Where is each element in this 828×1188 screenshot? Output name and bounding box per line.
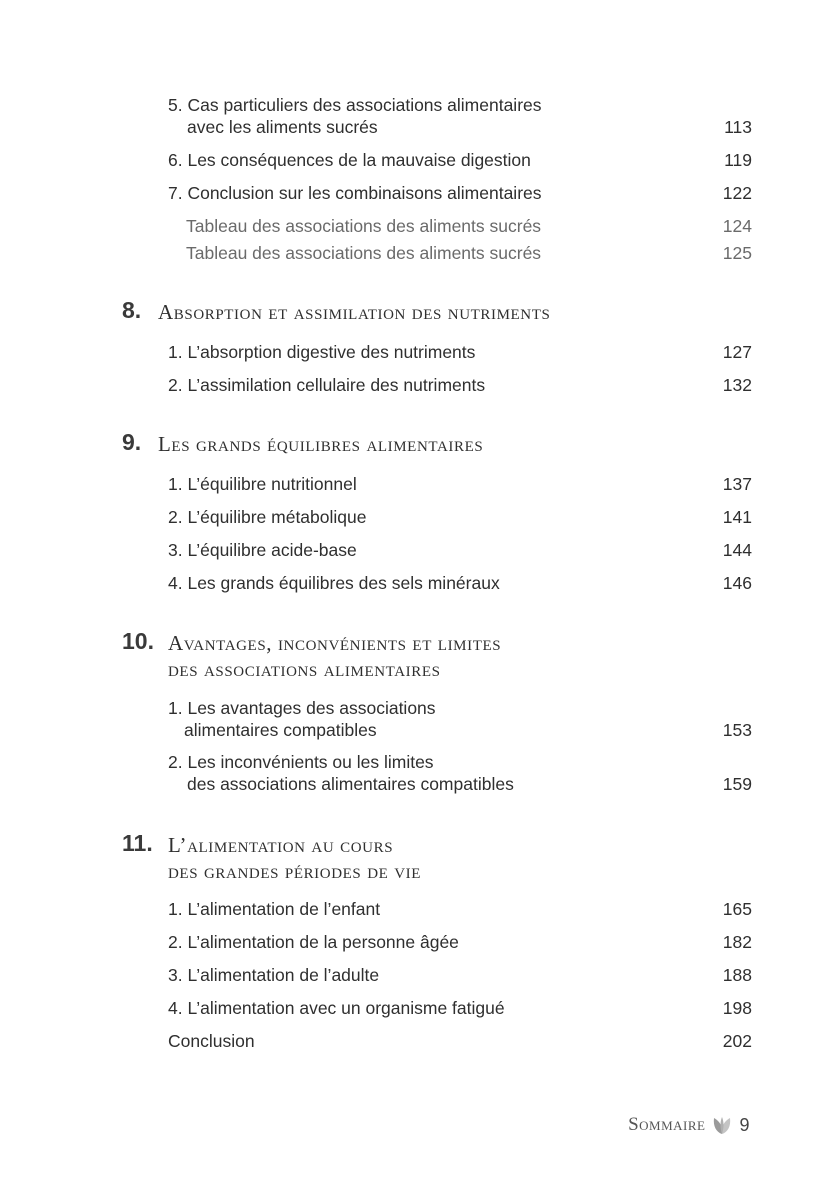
chapter-title: Absorption et assimilation des nutriments [158, 300, 551, 324]
chapter-title-line2: des grandes périodes de vie [168, 859, 422, 883]
entry-title: 4. Les grands équilibres des sels minéraux [168, 573, 500, 593]
entry-page-number: 124 [722, 216, 752, 236]
entry-page-number: 144 [722, 540, 752, 560]
entry-page-number: 182 [722, 932, 752, 952]
entry-page-number: 125 [722, 243, 752, 263]
entry-title: 6. Les conséquences de la mauvaise digestion [168, 150, 531, 170]
entry-title: 2. L’alimentation de la personne âgée [168, 932, 459, 952]
page-number: 9 [739, 1114, 750, 1135]
toc-entry [168, 506, 752, 528]
entry-title: 3. L’équilibre acide-base [168, 540, 357, 560]
entry-page-number: 141 [722, 507, 752, 527]
entry-title: 3. L’alimentation de l’adulte [168, 965, 380, 985]
entry-page-number: 153 [722, 720, 752, 740]
toc-entry [168, 149, 752, 171]
chapter-number: 10. [122, 628, 154, 654]
entry-title: 1. L’absorption digestive des nutriments [168, 342, 476, 362]
entry-title-line2: avec les aliments sucrés [187, 117, 378, 137]
page-footer [628, 1114, 750, 1136]
chapter-number: 9. [122, 429, 142, 455]
entry-page-number: 127 [722, 342, 752, 362]
entry-page-number: 188 [722, 965, 752, 985]
entry-title: 4. L’alimentation avec un organisme fatigué [168, 998, 505, 1018]
leaf-icon [711, 1114, 733, 1136]
entry-title-line2: alimentaires compatibles [184, 720, 377, 740]
entry-page-number: 122 [722, 183, 752, 203]
entry-title-line1: 2. Les inconvénients ou les limites [168, 752, 434, 772]
entry-title-line1: 5. Cas particuliers des associations alimentaires [168, 95, 542, 115]
entry-title: 1. L’alimentation de l’enfant [168, 899, 381, 919]
chapter-title-line1: Avantages, inconvénients et limites [168, 631, 502, 655]
chapter-title-line2: des associations alimentaires [168, 657, 441, 681]
entry-title: Tableau des associations des aliments sucrés [186, 243, 542, 263]
chapter-title: Les grands équilibres alimentaires [158, 432, 484, 456]
entry-page-number: 137 [722, 474, 752, 494]
toc-entry [168, 572, 752, 594]
toc-subentry [186, 242, 752, 264]
entry-title: 7. Conclusion sur les combinaisons alimentaires [168, 183, 542, 203]
entry-title: Tableau des associations des aliments sucrés [186, 216, 542, 236]
entry-page-number: 132 [722, 375, 752, 395]
chapter-number: 8. [122, 297, 142, 323]
toc-entry [168, 964, 752, 986]
toc-entry [168, 931, 752, 953]
entry-page-number: 119 [724, 150, 752, 170]
entry-title-line1: 1. Les avantages des associations [168, 698, 436, 718]
entry-page-number: 202 [722, 1031, 752, 1051]
toc-entry [168, 473, 752, 495]
toc-entry [168, 182, 752, 204]
toc-entry [168, 374, 752, 396]
entry-title: 1. L’équilibre nutritionnel [168, 474, 357, 494]
toc-entry [168, 697, 752, 741]
toc-entry [168, 898, 752, 920]
toc-entry [168, 751, 752, 795]
toc-entry [168, 539, 752, 561]
entry-page-number: 165 [722, 899, 752, 919]
chapter-number: 11. [122, 830, 153, 856]
entry-title: 2. L’assimilation cellulaire des nutriments [168, 375, 486, 395]
entry-page-number: 198 [722, 998, 752, 1018]
entry-page-number: 146 [722, 573, 752, 593]
entry-title-line2: des associations alimentaires compatibles [187, 774, 514, 794]
toc-entry [168, 94, 752, 138]
entry-title: 2. L’équilibre métabolique [168, 507, 367, 527]
toc-entry [168, 341, 752, 363]
chapter-title-line1: L’alimentation au cours [168, 833, 394, 857]
toc-entry [168, 1030, 752, 1052]
toc-subentry [186, 215, 752, 237]
entry-page-number: 113 [724, 117, 752, 137]
entry-title: Conclusion [168, 1031, 255, 1051]
toc-entry [168, 997, 752, 1019]
entry-page-number: 159 [722, 774, 752, 794]
footer-label: Sommaire [628, 1114, 706, 1135]
